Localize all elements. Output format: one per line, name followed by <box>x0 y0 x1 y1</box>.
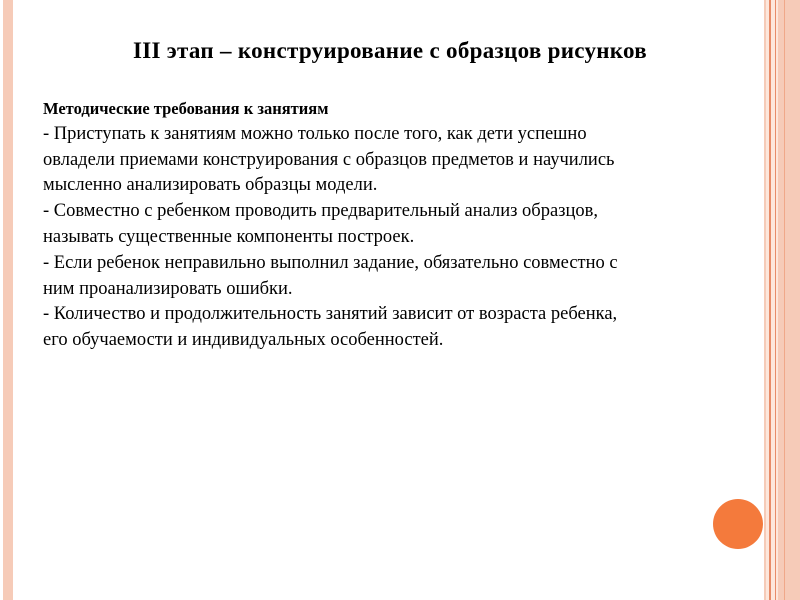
section-subheading: Методические требования к занятиям <box>43 99 329 118</box>
orange-circle-decoration <box>714 500 762 548</box>
body-line: - Совместно с ребенком проводить предварительный анализ образцов, <box>43 201 598 222</box>
body-line: называть существенные компоненты построек. <box>43 226 415 247</box>
right-border-line <box>769 0 771 600</box>
left-border-decoration <box>3 0 13 600</box>
body-line: - Количество и продолжительность занятий зависит от возраста ребенка, <box>43 304 618 325</box>
right-border-line <box>775 0 776 600</box>
right-border-inner-panel <box>766 0 778 600</box>
slide-body <box>43 96 758 354</box>
body-line: мысленно анализировать образцы модели. <box>43 175 378 196</box>
body-line: овладели приемами конструирования с образцов предметов и научились <box>43 149 615 170</box>
right-border-decoration <box>764 0 800 600</box>
right-border-line <box>784 0 785 600</box>
body-line: ним проанализировать ошибки. <box>43 278 293 299</box>
slide-title: III этап – конструирование с образцов рисунков <box>132 38 648 63</box>
body-line: его обучаемости и индивидуальных особенностей. <box>43 330 444 351</box>
body-line: - Если ребенок неправильно выполнил задание, обязательно совместно с <box>43 252 618 273</box>
body-line: - Приступать к занятиям можно только после того, как дети успешно <box>43 123 587 144</box>
